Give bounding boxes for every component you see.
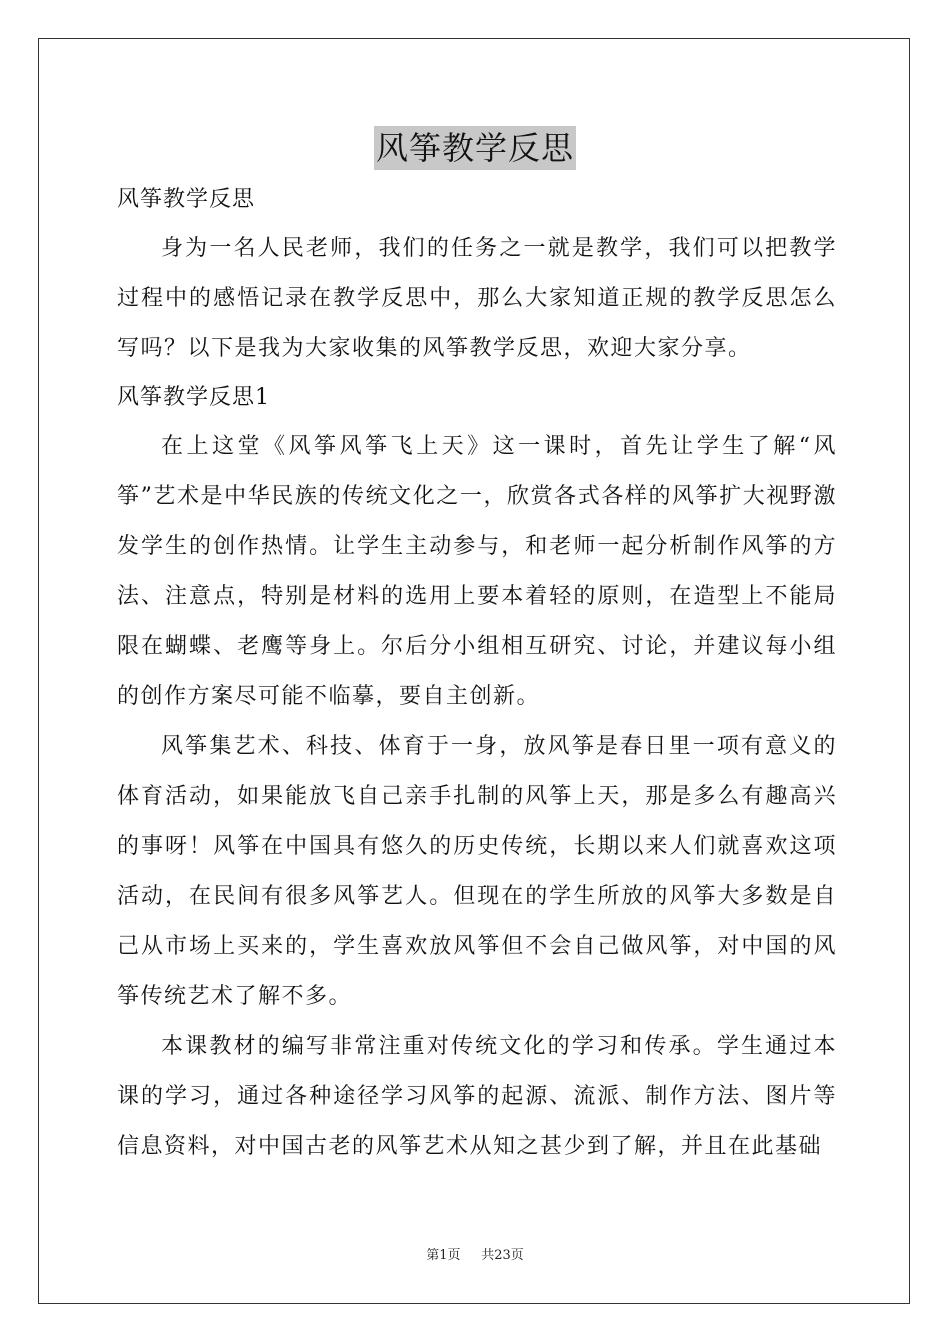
intro-paragraph: 身为一名人民老师，我们的任务之一就是教学，我们可以把教学过程中的感悟记录在教学反思中，那么大家知道正规的教学反思怎么写吗？以下是我为大家收集的风筝教学反思，欢迎大家分享。 [117,236,837,361]
body-paragraph-3: 本课教材的编写非常注重对传统文化的学习和传承。学生通过本课的学习，通过各种途径学习风筝的起源、流派、制作方法、图片等信息资料，对中国古老的风筝艺术从知之甚少到了解，并且在此基础 [117,1034,837,1159]
section-heading: 风筝教学反思1 [117,385,270,410]
document-body [117,176,837,1172]
page-number: 第1页 [426,1248,461,1263]
page-title: 风筝教学反思 [374,126,576,170]
subtitle: 风筝教学反思 [117,187,256,212]
total-pages: 共23页 [481,1248,524,1263]
body-paragraph-1: 在上这堂《风筝风筝飞上天》这一课时，首先让学生了解“风筝”艺术是中华民族的传统文化之一，欣赏各式各样的风筝扩大视野激发学生的创作热情。让学生主动参与，和老师一起分析制作风筝的方法、注意点，特别是材料的选用上要本着轻的原则，在造型上不能局限在蝴蝶、老鹰等身上。尔后分小组相互研究、讨论，并建议每小组的创作方案尽可能不临摹，要自主创新。 [117,434,837,709]
body-paragraph-2: 风筝集艺术、科技、体育于一身，放风筝是春日里一项有意义的体育活动，如果能放飞自己亲手扎制的风筝上天，那是多么有趣高兴的事呀！风筝在中国具有悠久的历史传统，长期以来人们就喜欢这项活动，在民间有很多风筝艺人。但现在的学生所放的风筝大多数是自己从市场上买来的，学生喜欢放风筝但不会自己做风筝，对中国的风筝传统艺术了解不多。 [117,734,837,1009]
footer-spacer [465,1248,477,1263]
page-footer [0,1247,950,1265]
title-area [0,126,950,170]
